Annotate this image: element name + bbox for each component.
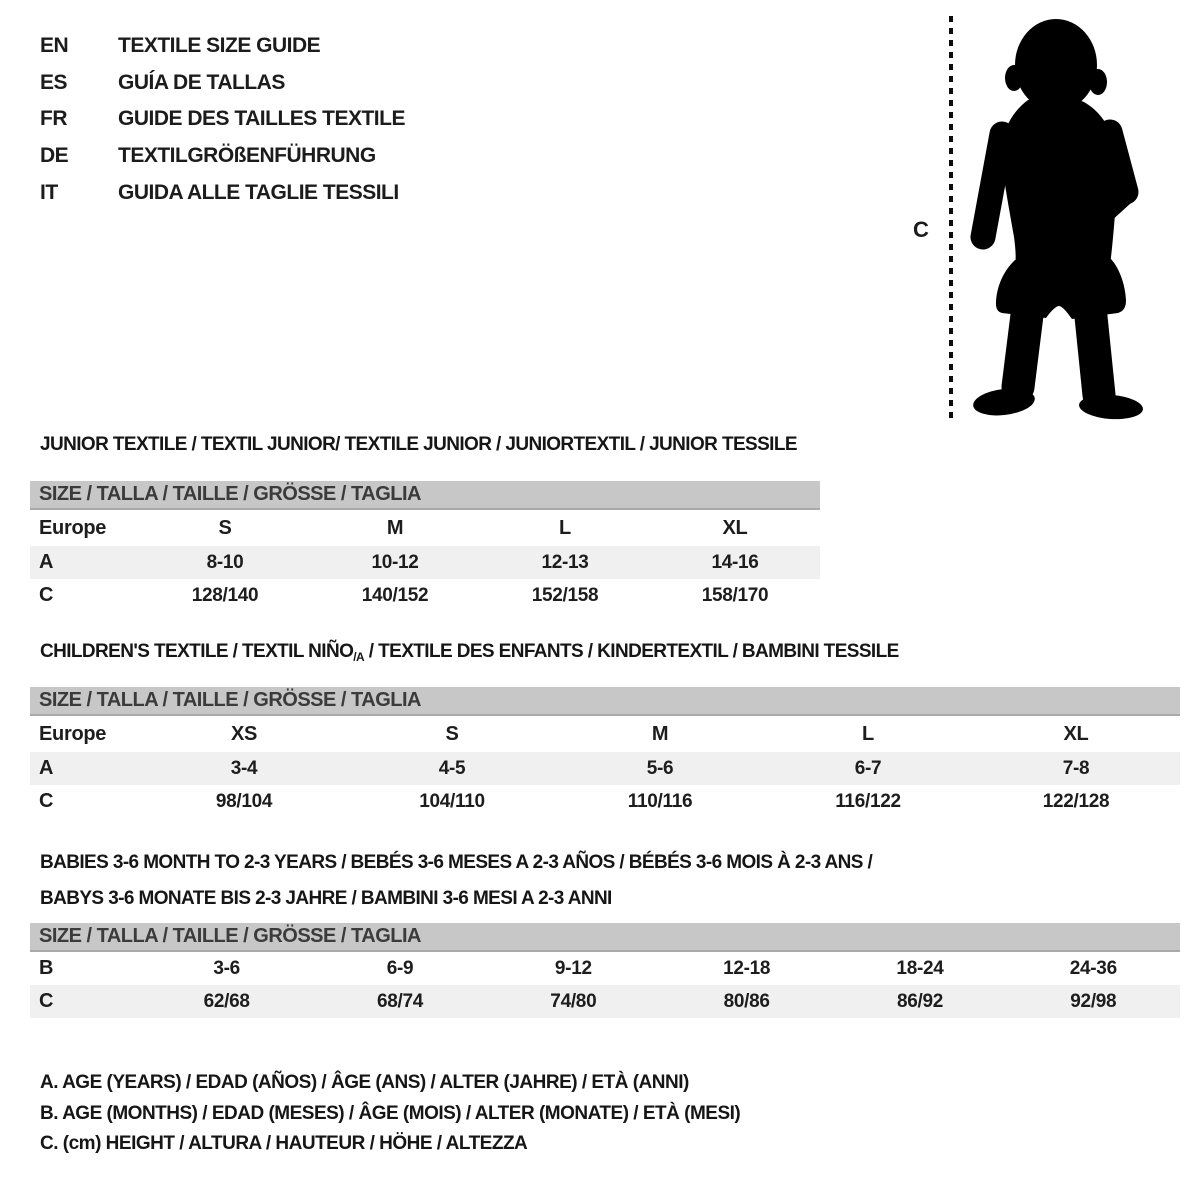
language-code: FR — [40, 107, 67, 131]
guide-title-en: TEXTILE SIZE GUIDE — [118, 34, 321, 58]
table-cell: 152/158 — [531, 584, 599, 606]
table-cell: XL — [1063, 722, 1089, 745]
table-cell: S — [445, 722, 459, 745]
guide-title-es: GUÍA DE TALLAS — [118, 70, 285, 94]
language-row-en — [40, 28, 405, 65]
table-row-height — [30, 785, 1180, 818]
table-row-height — [30, 985, 1180, 1018]
children-size-table — [30, 687, 1180, 818]
table-cell: 3-4 — [230, 757, 258, 779]
row-label: C — [39, 790, 54, 812]
row-label: Europe — [39, 722, 107, 745]
table-cell: 104/110 — [419, 790, 485, 812]
language-code: DE — [40, 144, 69, 168]
table-cell: 86/92 — [896, 990, 943, 1012]
size-header-bar: SIZE / TALLA / TAILLE / GRÖSSE / TAGLIA — [30, 923, 1180, 952]
junior-section-title: JUNIOR TEXTILE / TEXTIL JUNIOR/ TEXTILE JUNIOR / JUNIORTEXTIL / JUNIOR TESSILE — [40, 434, 797, 455]
guide-title-it: GUIDA ALLE TAGLIE TESSILI — [118, 180, 399, 204]
table-cell: L — [559, 516, 571, 539]
table-cell: 18-24 — [896, 957, 944, 979]
babies-size-table — [30, 923, 1180, 1018]
table-cell: 74/80 — [550, 990, 597, 1012]
guide-title-fr: GUIDE DES TAILLES TEXTILE — [118, 107, 405, 131]
table-cell: 14-16 — [711, 551, 759, 573]
table-cell: 8-10 — [206, 551, 244, 573]
table-cell: 98/104 — [215, 790, 273, 812]
language-row-it — [40, 174, 405, 211]
language-row-fr — [40, 101, 405, 138]
table-cell: 122/128 — [1042, 790, 1110, 812]
legend-line-b: B. AGE (MONTHS) / EDAD (MESES) / ÂGE (MOIS) / ALTER (MONATE) / ETÀ (MESI) — [40, 1102, 741, 1124]
toddler-silhouette-icon — [958, 12, 1153, 422]
babies-section-title — [40, 845, 872, 917]
language-code: ES — [40, 70, 68, 94]
table-cell: XS — [230, 722, 258, 745]
language-row-es — [40, 65, 405, 102]
language-title-list — [40, 28, 405, 211]
table-row-age — [30, 752, 1180, 785]
guide-title-de: TEXTILGRÖßENFÜHRUNG — [118, 144, 376, 168]
table-cell: 24-36 — [1069, 957, 1117, 979]
row-label: Europe — [39, 516, 107, 539]
table-cell: XL — [722, 516, 748, 539]
language-code: EN — [40, 34, 69, 58]
table-cell: 3-6 — [213, 957, 240, 979]
language-row-de — [40, 138, 405, 175]
table-cell: 92/98 — [1070, 990, 1117, 1012]
children-title-prefix: CHILDREN'S TEXTILE / TEXTIL NIÑO — [40, 641, 354, 662]
row-label: A — [39, 551, 54, 573]
table-cell: 6-7 — [854, 757, 882, 779]
table-cell: 158/170 — [701, 584, 769, 606]
table-cell: 80/86 — [723, 990, 770, 1012]
table-row-europe — [30, 716, 1180, 752]
legend — [40, 1068, 740, 1160]
table-cell: 6-9 — [386, 957, 414, 979]
table-cell: 128/140 — [191, 584, 259, 606]
babies-title-line2: BABYS 3-6 MONATE BIS 2-3 JAHRE / BAMBINI 3-6 MESI A 2-3 ANNI — [40, 888, 612, 909]
row-label: B — [39, 957, 54, 979]
legend-line-a: A. AGE (YEARS) / EDAD (AÑOS) / ÂGE (ANS) / ALTER (JAHRE) / ETÀ (ANNI) — [40, 1072, 689, 1093]
size-header-bar: SIZE / TALLA / TAILLE / GRÖSSE / TAGLIA — [30, 687, 1180, 716]
language-code: IT — [40, 180, 58, 204]
height-measure-dashed-line — [946, 16, 956, 418]
table-row-age — [30, 546, 820, 579]
children-title-subscript: /A — [353, 650, 365, 664]
height-measure-label: C — [913, 217, 929, 242]
table-cell: S — [218, 516, 232, 539]
table-cell: 5-6 — [646, 757, 674, 779]
junior-size-table — [30, 481, 820, 612]
table-cell: 110/116 — [627, 790, 693, 812]
table-row-europe — [30, 510, 820, 546]
table-cell: 68/74 — [376, 990, 424, 1012]
table-cell: 140/152 — [361, 584, 429, 606]
legend-line-c: C. (cm) HEIGHT / ALTURA / HAUTEUR / HÖHE / ALTEZZA — [40, 1133, 528, 1154]
table-cell: L — [862, 722, 874, 745]
children-section-title — [40, 641, 899, 664]
table-cell: 116/122 — [835, 790, 901, 812]
row-label: A — [39, 757, 54, 779]
row-label: C — [39, 990, 54, 1012]
children-title-suffix: / TEXTILE DES ENFANTS / KINDERTEXTIL / BAMBINI TESSILE — [364, 641, 899, 662]
babies-title-line1: BABIES 3-6 MONTH TO 2-3 YEARS / BEBÉS 3-6 MESES A 2-3 AÑOS / BÉBÉS 3-6 MOIS À 2-3 ANS / — [40, 852, 873, 873]
table-cell: 12-18 — [723, 957, 771, 979]
row-label: C — [39, 584, 54, 606]
table-row-height — [30, 579, 820, 612]
table-cell: 62/68 — [203, 990, 250, 1012]
table-cell: M — [386, 516, 404, 539]
size-header-bar: SIZE / TALLA / TAILLE / GRÖSSE / TAGLIA — [30, 481, 820, 510]
table-cell: M — [651, 722, 669, 745]
table-cell: 9-12 — [554, 957, 592, 979]
table-row-age-months — [30, 952, 1180, 985]
table-cell: 10-12 — [371, 551, 419, 573]
table-cell: 4-5 — [438, 757, 466, 779]
table-cell: 12-13 — [541, 551, 589, 573]
table-cell: 7-8 — [1062, 757, 1090, 779]
